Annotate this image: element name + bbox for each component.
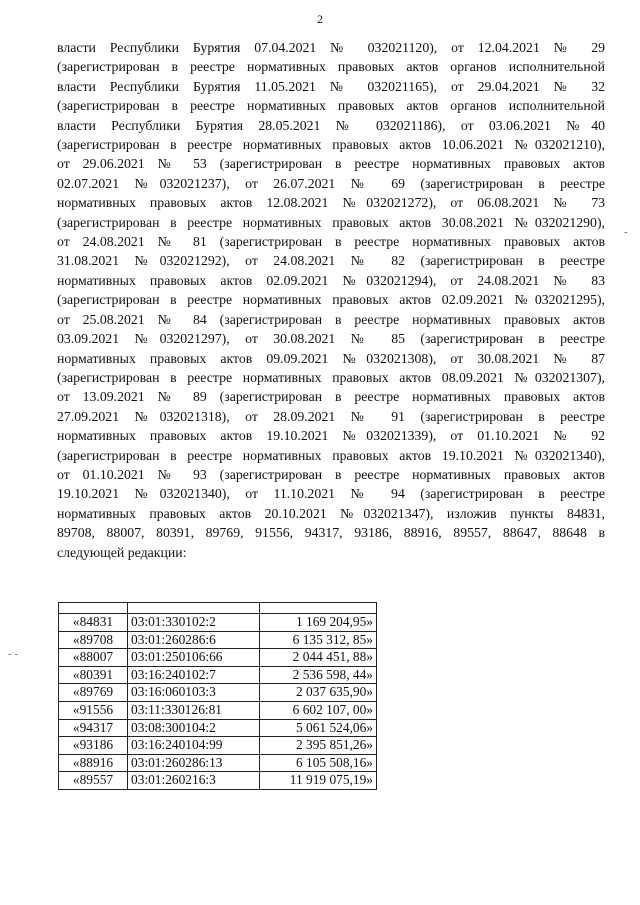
body-line: (зарегистрирован в реестре нормативных правовых актов 02.09.2021 №032021295), <box>57 292 605 308</box>
table-row <box>59 737 377 755</box>
cadastral-number-cell: 03:01:260286:6 <box>128 631 260 649</box>
table-header-blank-row <box>59 603 377 614</box>
cadastral-number-cell: 03:01:260216:3 <box>128 772 260 790</box>
cadastral-number-cell: 03:16:060103:3 <box>128 684 260 702</box>
cadastral-value-cell: 11 919 075,19» <box>260 772 377 790</box>
cadastral-value-cell: 1 169 204,95» <box>260 614 377 632</box>
table-row <box>59 701 377 719</box>
item-number-cell: «84831 <box>59 614 128 632</box>
cadastral-number-cell: 03:01:260286:13 <box>128 754 260 772</box>
body-line: 89708, 88007, 80391, 89769, 91556, 94317, 93186, 88916, 89557, 88647, 88648 в <box>57 525 605 541</box>
body-line-last: следующей редакции: <box>57 544 187 560</box>
table-row <box>59 631 377 649</box>
body-line: 19.10.2021 №032021340), от 11.10.2021 № 94 (зарегистрирован в реестре <box>57 486 605 502</box>
cadastral-number-cell: 03:16:240104:99 <box>128 737 260 755</box>
body-line: власти Республики Бурятия 07.04.2021 № 032021120), от 12.04.2021 № 29 <box>57 40 605 55</box>
cadastral-value-cell: 2 037 635,90» <box>260 684 377 702</box>
item-number-cell: «89708 <box>59 631 128 649</box>
item-number-cell: «94317 <box>59 719 128 737</box>
body-line: нормативных правовых актов 09.09.2021 №032021308), от 30.08.2021 № 87 <box>57 350 605 366</box>
body-line: власти Республики Бурятия 28.05.2021 № 032021186), от 03.06.2021 №40 <box>57 117 605 133</box>
table-row <box>59 649 377 667</box>
body-line: (зарегистрирован в реестре нормативных правовых актов 19.10.2021 №032021340), <box>57 447 605 463</box>
body-line: от 29.06.2021 № 53 (зарегистрирован в реестре нормативных правовых актов <box>57 156 605 172</box>
page-number: 2 <box>317 12 323 26</box>
item-number-cell: «93186 <box>59 737 128 755</box>
body-line: 31.08.2021 №032021292), от 24.08.2021 № 82 (зарегистрирован в реестре <box>57 253 605 269</box>
cadastral-value-cell: 6 105 508,16» <box>260 754 377 772</box>
table-row <box>59 772 377 790</box>
cadastral-value-cell: 6 135 312, 85» <box>260 631 377 649</box>
cadastral-number-cell: 03:01:250106:66 <box>128 649 260 667</box>
item-number-cell: «88007 <box>59 649 128 667</box>
item-number-cell: «91556 <box>59 701 128 719</box>
scan-artifact: - <box>624 226 628 238</box>
body-line: от 25.08.2021 № 84 (зарегистрирован в реестре нормативных правовых актов <box>57 311 605 327</box>
cadastral-value-cell: 6 602 107, 00» <box>260 701 377 719</box>
table-row <box>59 614 377 632</box>
body-line: от 01.10.2021 № 93 (зарегистрирован в реестре нормативных правовых актов <box>57 466 605 482</box>
table-row <box>59 754 377 772</box>
body-line: (зарегистрирован в реестре нормативных правовых актов органов исполнительной <box>57 98 605 114</box>
body-line: (зарегистрирован в реестре нормативных правовых актов органов исполнительной <box>57 59 605 75</box>
cadastral-value-cell: 5 061 524,06» <box>260 719 377 737</box>
body-line: (зарегистрирован в реестре нормативных правовых актов 10.06.2021 №032021210), <box>57 137 605 153</box>
body-line: от 13.09.2021 № 89 (зарегистрирован в реестре нормативных правовых актов <box>57 389 605 405</box>
body-line: 03.09.2021 №032021297), от 30.08.2021 № 85 (зарегистрирован в реестре <box>57 331 605 347</box>
cadastral-number-cell: 03:01:330102:2 <box>128 614 260 632</box>
body-paragraph <box>57 38 605 562</box>
cadastral-value-cell: 2 044 451, 88» <box>260 649 377 667</box>
body-line: нормативных правовых актов 19.10.2021 №032021339), от 01.10.2021 № 92 <box>57 428 605 444</box>
cadastral-value-cell: 2 536 598, 44» <box>260 666 377 684</box>
body-line: нормативных правовых актов 20.10.2021 №032021347), изложив пункты 84831, <box>57 505 605 521</box>
cadastral-value-cell: 2 395 851,26» <box>260 737 377 755</box>
table-row <box>59 684 377 702</box>
item-number-cell: «89769 <box>59 684 128 702</box>
body-line: 27.09.2021 №032021318), от 28.09.2021 № 91 (зарегистрирован в реестре <box>57 408 605 424</box>
body-line: от 24.08.2021 № 81 (зарегистрирован в реестре нормативных правовых актов <box>57 234 605 250</box>
cadastral-number-cell: 03:11:330126:81 <box>128 701 260 719</box>
body-line: нормативных правовых актов 12.08.2021 №032021272), от 06.08.2021 № 73 <box>57 195 605 211</box>
cadastral-number-cell: 03:16:240102:7 <box>128 666 260 684</box>
body-line: (зарегистрирован в реестре нормативных правовых актов 08.09.2021 №032021307), <box>57 369 605 385</box>
body-line: власти Республики Бурятия 11.05.2021 № 032021165), от 29.04.2021 № 32 <box>57 78 605 94</box>
body-line: 02.07.2021 №032021237), от 26.07.2021 № 69 (зарегистрирован в реестре <box>57 175 605 191</box>
table-row <box>59 719 377 737</box>
body-line: нормативных правовых актов 02.09.2021 №032021294), от 24.08.2021 № 83 <box>57 272 605 288</box>
body-line: (зарегистрирован в реестре нормативных правовых актов 30.08.2021 №032021290), <box>57 214 605 230</box>
item-number-cell: «88916 <box>59 754 128 772</box>
item-number-cell: «89557 <box>59 772 128 790</box>
table-row <box>59 666 377 684</box>
scan-artifact: - - <box>8 648 19 660</box>
item-number-cell: «80391 <box>59 666 128 684</box>
cadastral-number-cell: 03:08:300104:2 <box>128 719 260 737</box>
cadastral-value-table <box>58 602 377 790</box>
